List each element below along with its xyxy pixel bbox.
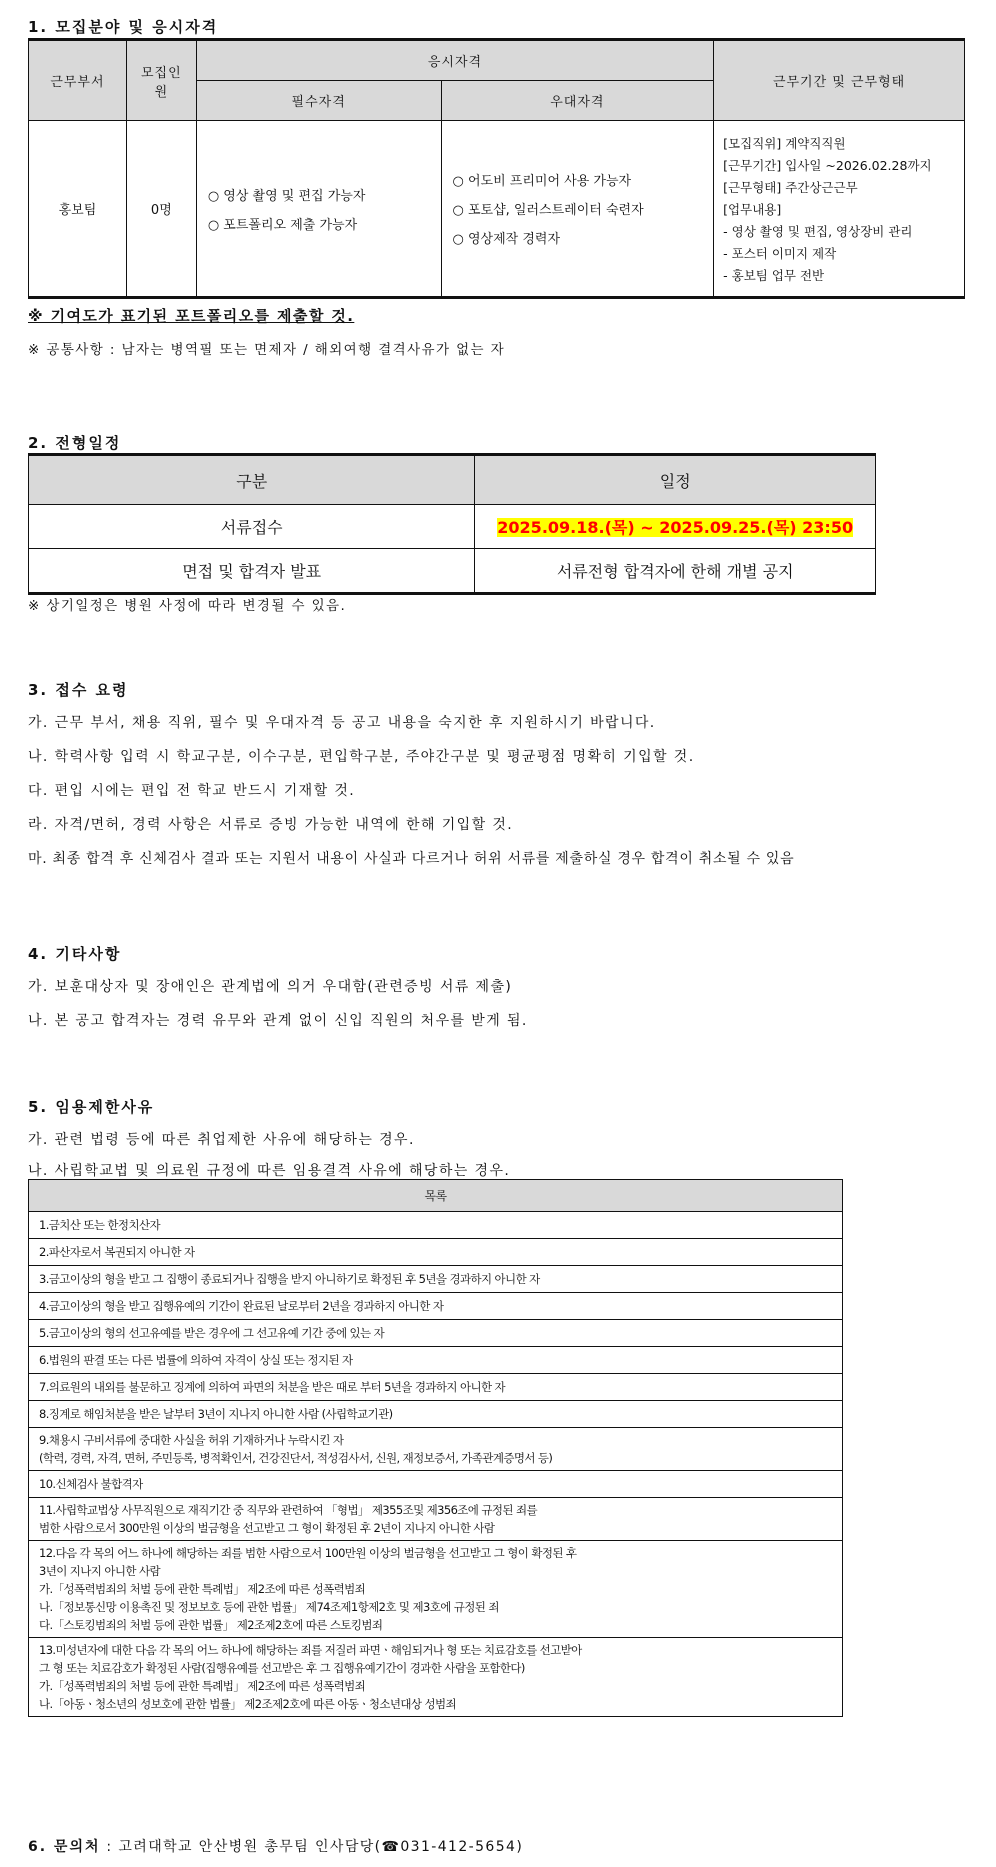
- restriction-line: 2.파산자로서 복권되지 아니한 자: [39, 1245, 195, 1259]
- restriction-line: 다.「스토킹범죄의 처벌 등에 관한 법률」 제2조제2호에 따른 스토킹범죄: [39, 1618, 383, 1632]
- work-line: - 포스터 이미지 제작: [723, 245, 837, 261]
- apply-item: 가. 근무 부서, 채용 직위, 필수 및 우대자격 등 공고 내용을 숙지한 후 지원하시기 바랍니다.: [28, 715, 656, 731]
- schedule-label: 서류접수: [29, 505, 475, 549]
- restriction-line: 5.금고이상의 형의 선고유예를 받은 경우에 그 선고유예 기간 중에 있는 자: [39, 1326, 385, 1340]
- restriction-line: 나.「아동ㆍ청소년의 성보호에 관한 법률」 제2조제2호에 따른 아동ㆍ청소년대상 성범죄: [39, 1697, 456, 1711]
- count-cell: 0명: [126, 121, 196, 298]
- work-line: [근무형태] 주간상근근무: [723, 179, 858, 195]
- restriction-line: 12.다음 각 목의 어느 하나에 해당하는 죄를 범한 사람으로서 100만원 이상의 벌금형을 선고받고 그 형이 확정된 후: [39, 1546, 577, 1560]
- restriction-table: [28, 1179, 843, 1717]
- schedule-header: 일정: [475, 455, 876, 505]
- restriction-item: 나. 사립학교법 및 의료원 규정에 따른 임용결격 사유에 해당하는 경우.: [28, 1163, 511, 1179]
- restriction-line: 9.채용시 구비서류에 중대한 사실을 허위 기재하거나 누락시킨 자: [39, 1433, 344, 1447]
- restriction-line: 3년이 지나지 아니한 사람: [39, 1564, 160, 1578]
- work-line: [모집직위] 계약직직원: [723, 135, 846, 151]
- section4-title: 4. 기타사항: [28, 945, 122, 963]
- restriction-row: [29, 1347, 843, 1374]
- section1-title: 1. 모집분야 및 응시자격: [28, 18, 219, 36]
- restriction-line: 8.징계로 해임처분을 받은 날부터 3년이 지나지 아니한 사람 (사립학교기관): [39, 1407, 393, 1421]
- restriction-row: [29, 1401, 843, 1428]
- restriction-line: 13.미성년자에 대한 다음 각 목의 어느 하나에 해당하는 죄를 저질러 파면ㆍ해임되거나 형 또는 치료감호를 선고받아: [39, 1643, 582, 1657]
- deadline-highlight: 2025.09.18.(목) ~ 2025.09.25.(목) 23:50: [497, 518, 854, 537]
- restriction-line: 그 형 또는 치료감호가 확정된 사람(집행유예를 선고받은 후 그 집행유예기간이 경과한 사람을 포함한다): [39, 1661, 525, 1675]
- restriction-row: [29, 1498, 843, 1541]
- common-note: ※ 공통사항 : 남자는 병역필 또는 면제자 / 해외여행 결격사유가 없는 자: [28, 342, 506, 358]
- work-line: - 영상 촬영 및 편집, 영상장비 관리: [723, 223, 913, 239]
- header-dept: 근무부서: [29, 40, 127, 121]
- restriction-row: [29, 1471, 843, 1498]
- restriction-line: 나.「정보통신망 이용촉진 및 정보보호 등에 관한 법률」 제74조제1항제2호 및 제3호에 규정된 죄: [39, 1600, 499, 1614]
- contact-info: : 고려대학교 안산병원 총무팀 인사담당(☎031-412-5654): [106, 1839, 524, 1855]
- restriction-line: 4.금고이상의 형을 받고 집행유예의 기간이 완료된 날로부터 2년을 경과하지 아니한 자: [39, 1299, 444, 1313]
- preferred-item: ○ 포토샵, 일러스트레이터 숙련자: [452, 203, 644, 218]
- restriction-row: [29, 1266, 843, 1293]
- restriction-row: [29, 1638, 843, 1717]
- portfolio-note: ※ 기여도가 표기된 포트폴리오를 제출할 것.: [28, 307, 355, 325]
- etc-item: 가. 보훈대상자 및 장애인은 관계법에 의거 우대함(관련증빙 서류 제출): [28, 979, 513, 995]
- header-required: 필수자격: [196, 81, 441, 121]
- restriction-table-header: 목록: [29, 1180, 843, 1212]
- etc-item: 나. 본 공고 합격자는 경력 유무와 관계 없이 신입 직원의 처우를 받게 됨.: [28, 1013, 528, 1029]
- restriction-line: 7.의료원의 내외를 불문하고 징계에 의하여 파면의 처분을 받은 때로 부터 5년을 경과하지 아니한 자: [39, 1380, 506, 1394]
- apply-item: 나. 학력사항 입력 시 학교구분, 이수구분, 편입학구분, 주야간구분 및 평균평점 명확히 기입할 것.: [28, 749, 695, 765]
- restriction-row: [29, 1428, 843, 1471]
- apply-item: 마. 최종 합격 후 신체검사 결과 또는 지원서 내용이 사실과 다르거나 허위 서류를 제출하실 경우 합격이 취소될 수 있음: [28, 851, 795, 867]
- restriction-line: 10.신체검사 불합격자: [39, 1477, 143, 1491]
- section6-title: 6. 문의처: [28, 1839, 101, 1855]
- restriction-row: [29, 1374, 843, 1401]
- section5-title: 5. 임용제한사유: [28, 1098, 155, 1116]
- section2-title: 2. 전형일정: [28, 434, 122, 452]
- required-item: ○ 영상 촬영 및 편집 가능자: [207, 188, 366, 204]
- schedule-table: [28, 453, 876, 595]
- required-cell: [196, 121, 441, 298]
- header-period: 근무기간 및 근무형태: [714, 40, 965, 121]
- recruit-table: [28, 38, 965, 299]
- section3-title: 3. 접수 요령: [28, 681, 129, 699]
- preferred-item: ○ 영상제작 경력자: [452, 232, 561, 247]
- preferred-cell: [441, 121, 714, 298]
- header-preferred: 우대자격: [441, 81, 714, 121]
- work-line: [업무내용]: [723, 201, 782, 217]
- header-qual: 응시자격: [196, 40, 713, 81]
- apply-item: 라. 자격/면허, 경력 사항은 서류로 증빙 가능한 내역에 한해 기입할 것.: [28, 817, 514, 833]
- restriction-line: 범한 사람으로서 300만원 이상의 벌금형을 선고받고 그 형이 확정된 후 2년이 지나지 아니한 사람: [39, 1521, 495, 1535]
- restriction-line: 11.사립학교법상 사무직원으로 재직기간 중 직무와 관련하여 「형법」 제355조및 제356조에 규정된 죄를: [39, 1503, 537, 1517]
- restriction-line: 가.「성폭력범죄의 처벌 등에 관한 특례법」 제2조에 따른 성폭력범죄: [39, 1679, 366, 1693]
- restriction-row: [29, 1320, 843, 1347]
- schedule-value: 서류전형 합격자에 한해 개별 공지: [475, 549, 876, 594]
- contact-line: [28, 1836, 523, 1856]
- restriction-line: (학력, 경력, 자격, 면허, 주민등록, 병적확인서, 건강진단서, 적성검사서, 신원, 재정보증서, 가족관계증명서 등): [39, 1451, 553, 1465]
- work-line: - 홍보팀 업무 전반: [723, 267, 825, 283]
- restriction-row: [29, 1541, 843, 1638]
- restriction-row: [29, 1293, 843, 1320]
- restriction-line: 가.「성폭력범죄의 처벌 등에 관한 특례법」 제2조에 따른 성폭력범죄: [39, 1582, 366, 1596]
- schedule-header: 구분: [29, 455, 475, 505]
- restriction-row: [29, 1239, 843, 1266]
- header-count: 모집인원: [126, 40, 196, 121]
- apply-item: 다. 편입 시에는 편입 전 학교 반드시 기재할 것.: [28, 783, 356, 799]
- work-cell: [714, 121, 965, 298]
- schedule-label: 면접 및 합격자 발표: [29, 549, 475, 594]
- restriction-line: 6.법원의 판결 또는 다른 법률에 의하여 자격이 상실 또는 정지된 자: [39, 1353, 353, 1367]
- restriction-item: 가. 관련 법령 등에 따른 취업제한 사유에 해당하는 경우.: [28, 1132, 415, 1148]
- dept-cell: 홍보팀: [29, 121, 127, 298]
- required-item: ○ 포트폴리오 제출 가능자: [207, 217, 358, 233]
- preferred-item: ○ 어도비 프리미어 사용 가능자: [452, 174, 632, 189]
- restriction-line: 1.금치산 또는 한정치산자: [39, 1218, 160, 1232]
- restriction-line: 3.금고이상의 형을 받고 그 집행이 종료되거나 집행을 받지 아니하기로 확정된 후 5년을 경과하지 아니한 자: [39, 1272, 540, 1286]
- restriction-row: [29, 1212, 843, 1239]
- schedule-note: ※ 상기일정은 병원 사정에 따라 변경될 수 있음.: [28, 598, 347, 614]
- work-line: [근무기간] 입사일 ~2026.02.28까지: [723, 157, 932, 173]
- schedule-value: [475, 505, 876, 549]
